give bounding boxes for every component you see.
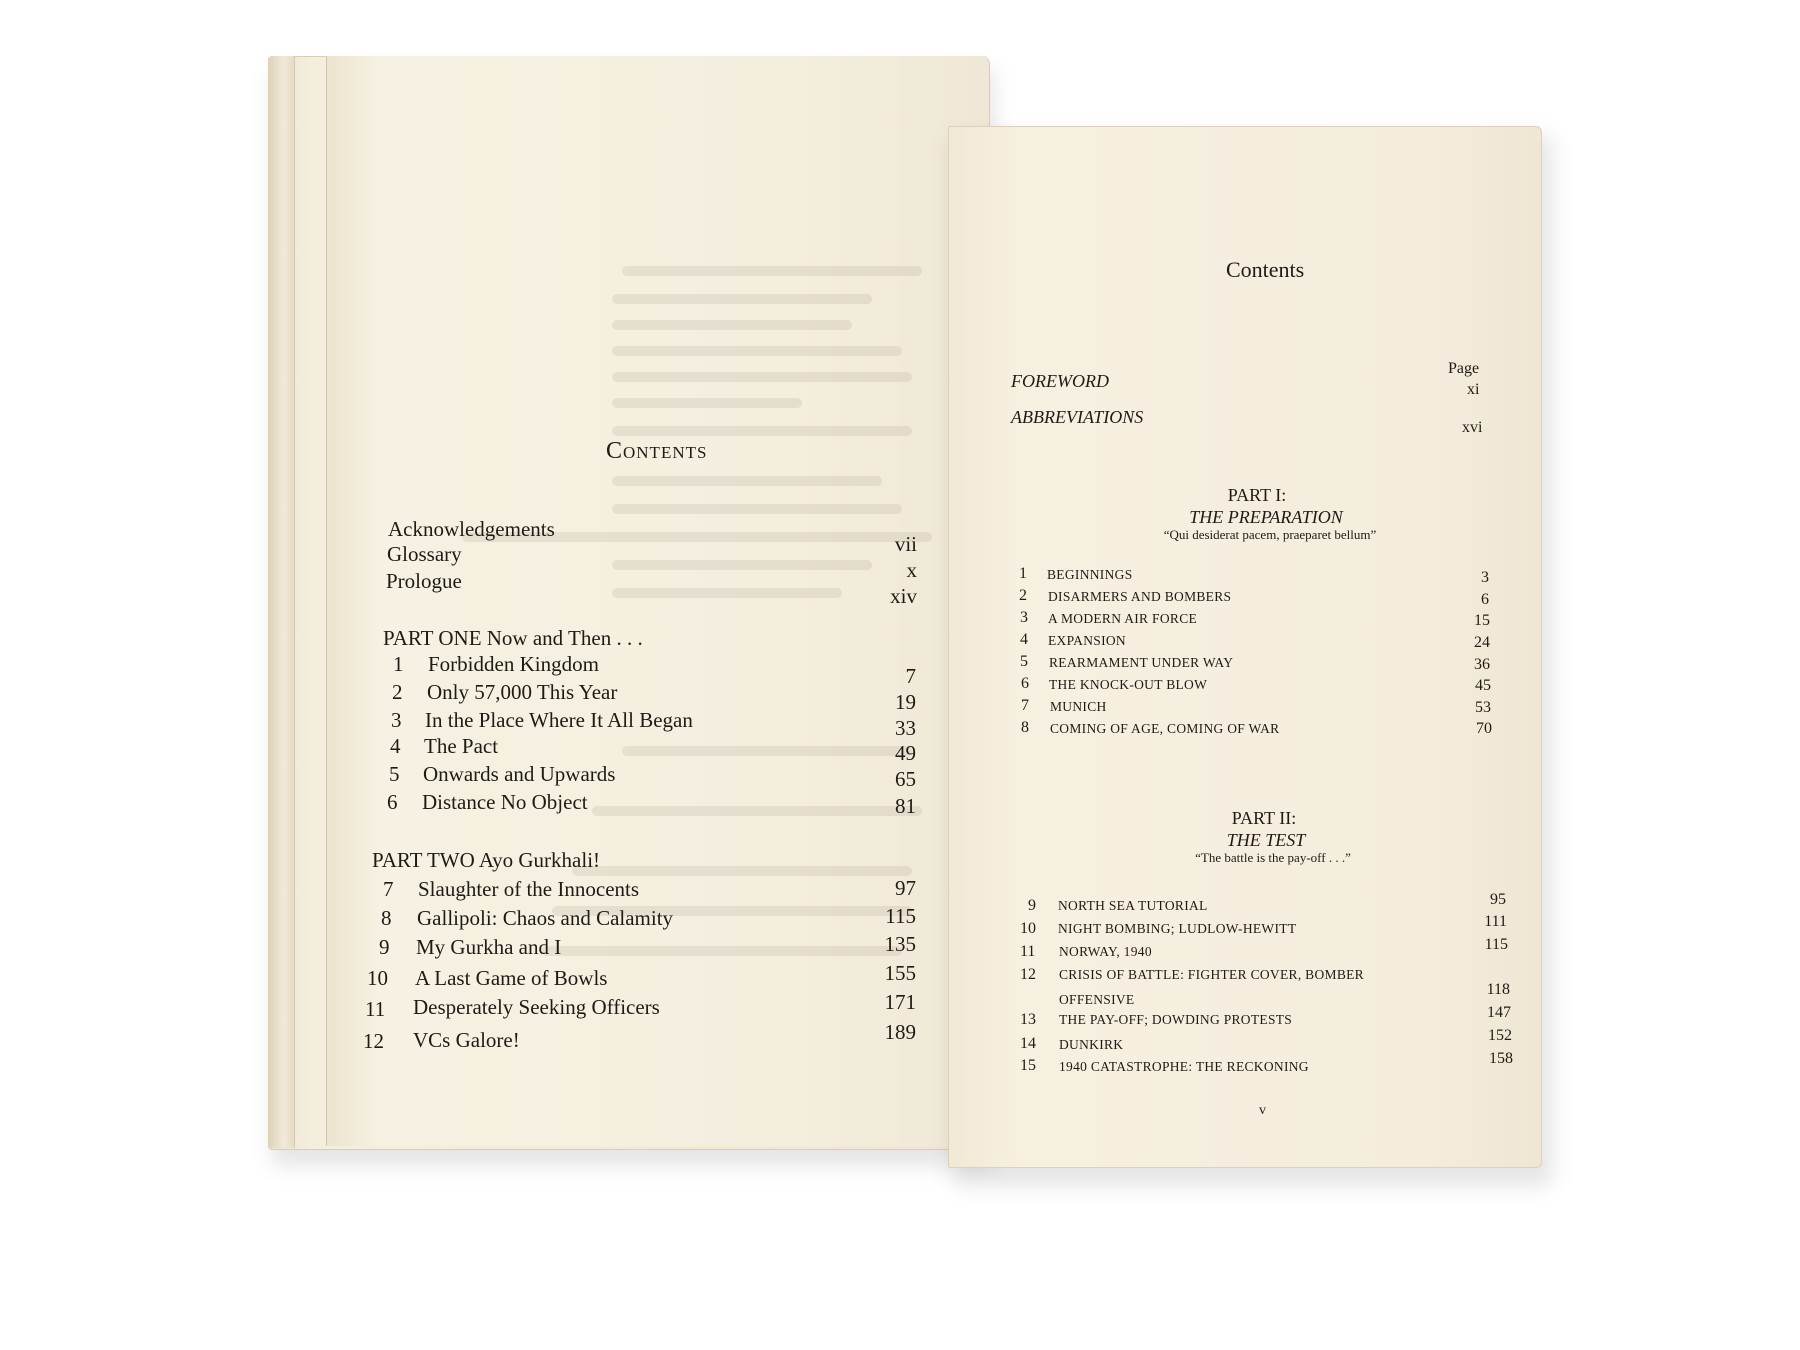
chapter-number: 10 xyxy=(1020,920,1036,937)
chapter-number: 7 xyxy=(1021,697,1029,714)
chapter-title: 1940 CATASTROPHE: THE RECKONING xyxy=(1059,1059,1309,1074)
chapter-number: 9 xyxy=(379,935,390,959)
page-folio: v xyxy=(1259,1103,1266,1118)
chapter-number: 8 xyxy=(381,906,392,930)
chapter-page: 33 xyxy=(895,716,916,740)
chapter-number: 6 xyxy=(1021,675,1029,692)
chapter-title: Gallipoli: Chaos and Calamity xyxy=(417,906,674,930)
chapter-page: 115 xyxy=(885,904,916,928)
chapter-title: Distance No Object xyxy=(422,790,588,814)
part-label: PART I: xyxy=(1227,485,1287,505)
chapter-title: My Gurkha and I xyxy=(416,935,562,959)
chapter-page: 36 xyxy=(1474,656,1490,673)
chapter-number: 15 xyxy=(1020,1057,1036,1074)
chapter-title: DUNKIRK xyxy=(1059,1037,1124,1052)
chapter-title: Only 57,000 This Year xyxy=(427,680,618,704)
part-title: THE TEST xyxy=(1226,830,1306,850)
chapter-number: 11 xyxy=(365,997,386,1021)
chapter-title: The Pact xyxy=(424,734,499,758)
chapter-title: MUNICH xyxy=(1050,699,1107,714)
chapter-page: 118 xyxy=(1486,981,1510,998)
chapter-number: 1 xyxy=(393,652,404,676)
part-motto: “The battle is the pay-off . . .” xyxy=(1195,850,1351,865)
chapter-number: 2 xyxy=(392,680,403,704)
chapter-title: Onwards and Upwards xyxy=(423,762,616,786)
chapter-page: 147 xyxy=(1487,1004,1511,1021)
left-contents-title: Contents xyxy=(606,438,708,464)
chapter-page: 115 xyxy=(1484,936,1508,953)
chapter-page: 65 xyxy=(895,767,916,791)
chapter-title: COMING OF AGE, COMING OF WAR xyxy=(1050,721,1280,736)
chapter-page: 171 xyxy=(884,990,916,1014)
toc-entry-title: Glossary xyxy=(387,542,462,566)
chapter-title: NIGHT BOMBING; LUDLOW-HEWITT xyxy=(1058,921,1297,936)
front-matter-page: xi xyxy=(1467,381,1480,398)
toc-entry-page: xiv xyxy=(890,584,917,608)
chapter-number: 12 xyxy=(1020,966,1036,983)
chapter-number: 3 xyxy=(391,708,402,732)
part-motto: “Qui desiderat pacem, praeparet bellum” xyxy=(1163,527,1377,542)
chapter-page: 95 xyxy=(1490,891,1506,908)
chapter-title: Forbidden Kingdom xyxy=(428,652,599,676)
chapter-title: A MODERN AIR FORCE xyxy=(1048,611,1198,626)
toc-entry-page: vii xyxy=(894,532,917,556)
chapter-number: 3 xyxy=(1020,609,1028,626)
chapter-title: A Last Game of Bowls xyxy=(415,966,608,990)
chapter-number: 5 xyxy=(1020,653,1028,670)
chapter-page: 49 xyxy=(895,741,916,765)
chapter-title: REARMAMENT UNDER WAY xyxy=(1049,655,1234,670)
chapter-number: 9 xyxy=(1028,897,1036,914)
chapter-page: 70 xyxy=(1476,720,1492,737)
chapter-title: BEGINNINGS xyxy=(1047,567,1133,582)
toc-entry-title: Acknowledgements xyxy=(388,517,555,541)
page-column-header: Page xyxy=(1448,360,1480,377)
chapter-title-continued: OFFENSIVE xyxy=(1059,992,1135,1007)
chapter-title: In the Place Where It All Began xyxy=(425,708,693,732)
toc-entry-page: x xyxy=(906,558,917,582)
chapter-number: 8 xyxy=(1021,719,1029,736)
chapter-title: NORWAY, 1940 xyxy=(1059,944,1152,959)
chapter-number: 14 xyxy=(1020,1035,1036,1052)
part-heading: PART TWO Ayo Gurkhali! xyxy=(372,848,601,872)
chapter-title: THE KNOCK-OUT BLOW xyxy=(1049,677,1208,692)
chapter-number: 12 xyxy=(363,1029,384,1053)
chapter-title: Slaughter of the Innocents xyxy=(418,877,640,901)
chapter-number: 10 xyxy=(367,966,388,990)
chapter-number: 11 xyxy=(1020,943,1036,960)
chapter-number: 7 xyxy=(383,877,394,901)
chapter-page: 45 xyxy=(1475,677,1491,694)
chapter-page: 19 xyxy=(895,690,916,714)
chapter-page: 15 xyxy=(1474,612,1490,629)
chapter-page: 7 xyxy=(905,664,916,688)
chapter-page: 152 xyxy=(1488,1027,1512,1044)
part-heading: PART ONE Now and Then . . . xyxy=(383,626,643,650)
chapter-title: VCs Galore! xyxy=(413,1028,520,1052)
chapter-title: Desperately Seeking Officers xyxy=(413,995,660,1019)
chapter-page: 81 xyxy=(895,794,916,818)
chapter-number: 13 xyxy=(1020,1011,1036,1028)
front-matter-title: ABBREVIATIONS xyxy=(1011,407,1144,427)
chapter-number: 2 xyxy=(1019,587,1027,604)
front-matter-title: FOREWORD xyxy=(1011,371,1109,391)
chapter-number: 4 xyxy=(1020,631,1028,648)
chapter-title: NORTH SEA TUTORIAL xyxy=(1058,898,1208,913)
chapter-page: 111 xyxy=(1484,913,1507,930)
chapter-page: 24 xyxy=(1474,634,1490,651)
chapter-title: THE PAY-OFF; DOWDING PROTESTS xyxy=(1059,1012,1293,1027)
chapter-page: 3 xyxy=(1481,569,1489,586)
chapter-title: DISARMERS AND BOMBERS xyxy=(1048,589,1232,604)
front-matter-page: xvi xyxy=(1462,419,1483,436)
chapter-page: 189 xyxy=(884,1020,916,1044)
chapter-page: 53 xyxy=(1475,699,1491,716)
toc-entry-title: Prologue xyxy=(386,569,462,593)
left-book-spine xyxy=(268,56,295,1148)
chapter-page: 158 xyxy=(1489,1050,1513,1067)
part-title: THE PREPARATION xyxy=(1189,507,1343,527)
chapter-page: 135 xyxy=(884,932,916,956)
right-contents-title: Contents xyxy=(1226,257,1305,282)
chapter-title: EXPANSION xyxy=(1048,633,1126,648)
chapter-page: 155 xyxy=(884,961,916,985)
part-label: PART II: xyxy=(1231,808,1297,828)
chapter-page: 97 xyxy=(895,876,916,900)
chapter-page: 6 xyxy=(1481,591,1489,608)
chapter-number: 5 xyxy=(389,762,400,786)
chapter-title: CRISIS OF BATTLE: FIGHTER COVER, BOMBER xyxy=(1059,967,1364,982)
chapter-number: 4 xyxy=(390,734,401,758)
chapter-number: 1 xyxy=(1019,565,1027,582)
chapter-number: 6 xyxy=(387,790,398,814)
